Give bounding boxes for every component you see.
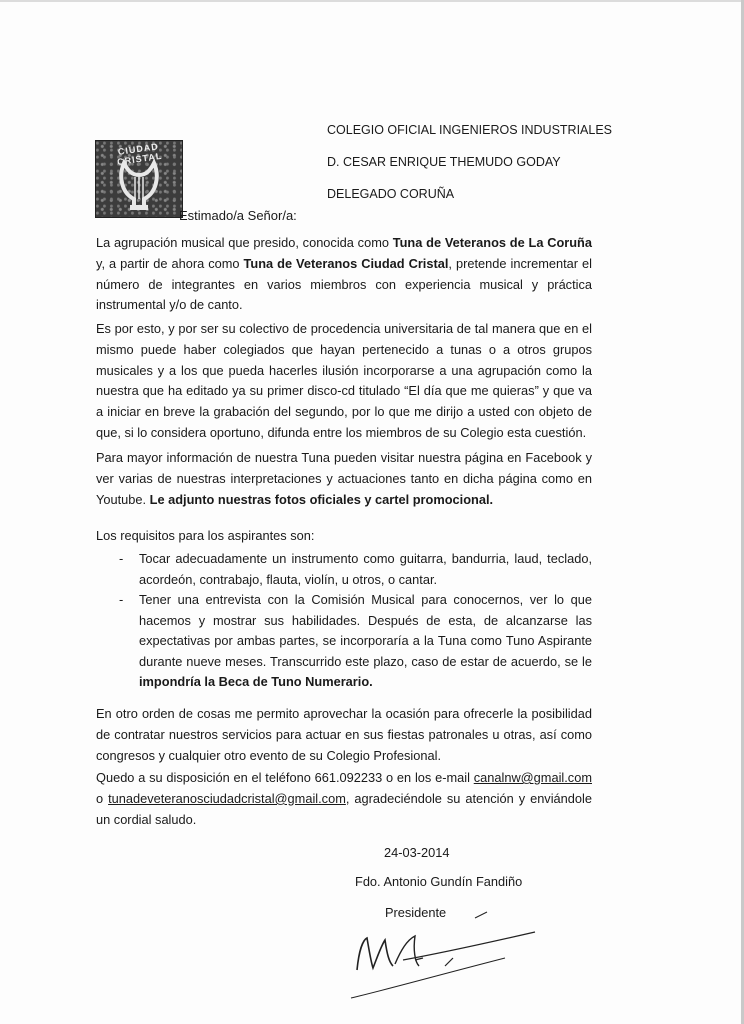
requirement-item-instrument bbox=[96, 549, 592, 590]
requirements-heading: Los requisitos para los aspirantes son: bbox=[96, 528, 315, 543]
p1-text-1: La agrupación musical que presido, conocida como bbox=[96, 235, 393, 250]
greeting: Estimado/a Señor/a: bbox=[179, 208, 297, 223]
paragraph-contact bbox=[96, 768, 592, 830]
signer-name: Fdo. Antonio Gundín Fandiño bbox=[355, 874, 523, 889]
p7-text-2: o bbox=[96, 790, 109, 806]
requirement-text: Tocar adecuadamente un instrumento como guitarra, bandurria, laud, teclado, acordeón, contrabajo, flauta, violín, u otros, o cantar. bbox=[139, 551, 592, 587]
p7-text-3: , agradeciéndole su atención y enviándole un cordial saludo. bbox=[96, 790, 592, 827]
requirements-list bbox=[96, 549, 592, 693]
list-dash: - bbox=[119, 551, 124, 566]
ciudad-cristal-logo bbox=[95, 140, 183, 218]
list-dash: - bbox=[119, 592, 124, 607]
p3-text: Para mayor información de nuestra Tuna pueden visitar nuestra página en Facebook y ver varias de nuestras interpretaciones y actuaciones tanto en dicha página como en Youtube. bbox=[96, 450, 592, 507]
p1-text-2: y, a partir de ahora como bbox=[96, 255, 244, 271]
handwritten-signature bbox=[345, 910, 545, 1010]
email-link-1[interactable]: canalnw@gmail.com bbox=[473, 770, 592, 785]
lyre-icon bbox=[116, 157, 162, 213]
p1-bold-name-2: Tuna de Veteranos Ciudad Cristal bbox=[243, 255, 449, 271]
requirement-item-interview bbox=[96, 590, 592, 693]
p1-text-3: , pretende incrementar el número de integrantes en varios miembros con experiencia musical y práctica instrumental y/o de canto. bbox=[96, 255, 593, 313]
recipient-organization: COLEGIO OFICIAL INGENIEROS INDUSTRIALES bbox=[327, 123, 613, 137]
paragraph-services: En otro orden de cosas me permito aprovechar la ocasión para ofrecerle la posibilidad de contratar nuestros servicios para actuar en sus fiestas patronales u otras, así como congresos y cualquier otro evento de su Colegio Profesional. bbox=[96, 706, 592, 763]
recipient-title: DELEGADO CORUÑA bbox=[327, 187, 455, 201]
logo-text: CIUDAD CRISTAL bbox=[116, 141, 163, 168]
requirement-text: Tener una entrevista con la Comisión Musical para conocernos, ver lo que hacemos y mostrar sus habilidades. Después de esta, de alcanzarse las expectativas por ambas partes, se incorporaría a la Tuna como Tuno Aspirante durante nueve meses. Transcurrido este plazo, caso de estar de acuerdo, se le bbox=[139, 592, 592, 669]
email-link-2[interactable]: tunadeveteranosciudadcristal@gmail.com bbox=[108, 790, 346, 806]
signer-role: Presidente bbox=[385, 905, 447, 920]
page-edge-top bbox=[0, 0, 744, 2]
p7-text-1: Quedo a su disposición en el teléfono 661.092233 o en los e-mail bbox=[96, 770, 474, 785]
p3-bold-attachment: Le adjunto nuestras fotos oficiales y cartel promocional. bbox=[149, 491, 494, 507]
paragraph-reason: Es por esto, y por ser su colectivo de procedencia universitaria de tal manera que en el mismo puede haber colegiados que hayan pertenecido a tunas o a otros grupos musicales y a los que pueda hacerles ilusión incorporarse a una agrupación como la nuestra que ha editado ya su primer disco-cd titulado “El día que me quieras” y que va a iniciar en breve la grabación del segundo, por lo que me dirijo a usted con objeto de que, si lo considera oportuno, difunda entre los miembros de su Colegio esta cuestión. bbox=[96, 321, 592, 440]
paragraph-more-info bbox=[96, 448, 592, 510]
letter-date: 24-03-2014 bbox=[384, 845, 450, 860]
p1-bold-name-1: Tuna de Veteranos de La Coruña bbox=[392, 235, 592, 250]
recipient-name: D. CESAR ENRIQUE THEMUDO GODAY bbox=[327, 155, 561, 169]
paragraph-introduction bbox=[96, 233, 592, 316]
requirement-bold: impondría la Beca de Tuno Numerario. bbox=[139, 674, 373, 689]
